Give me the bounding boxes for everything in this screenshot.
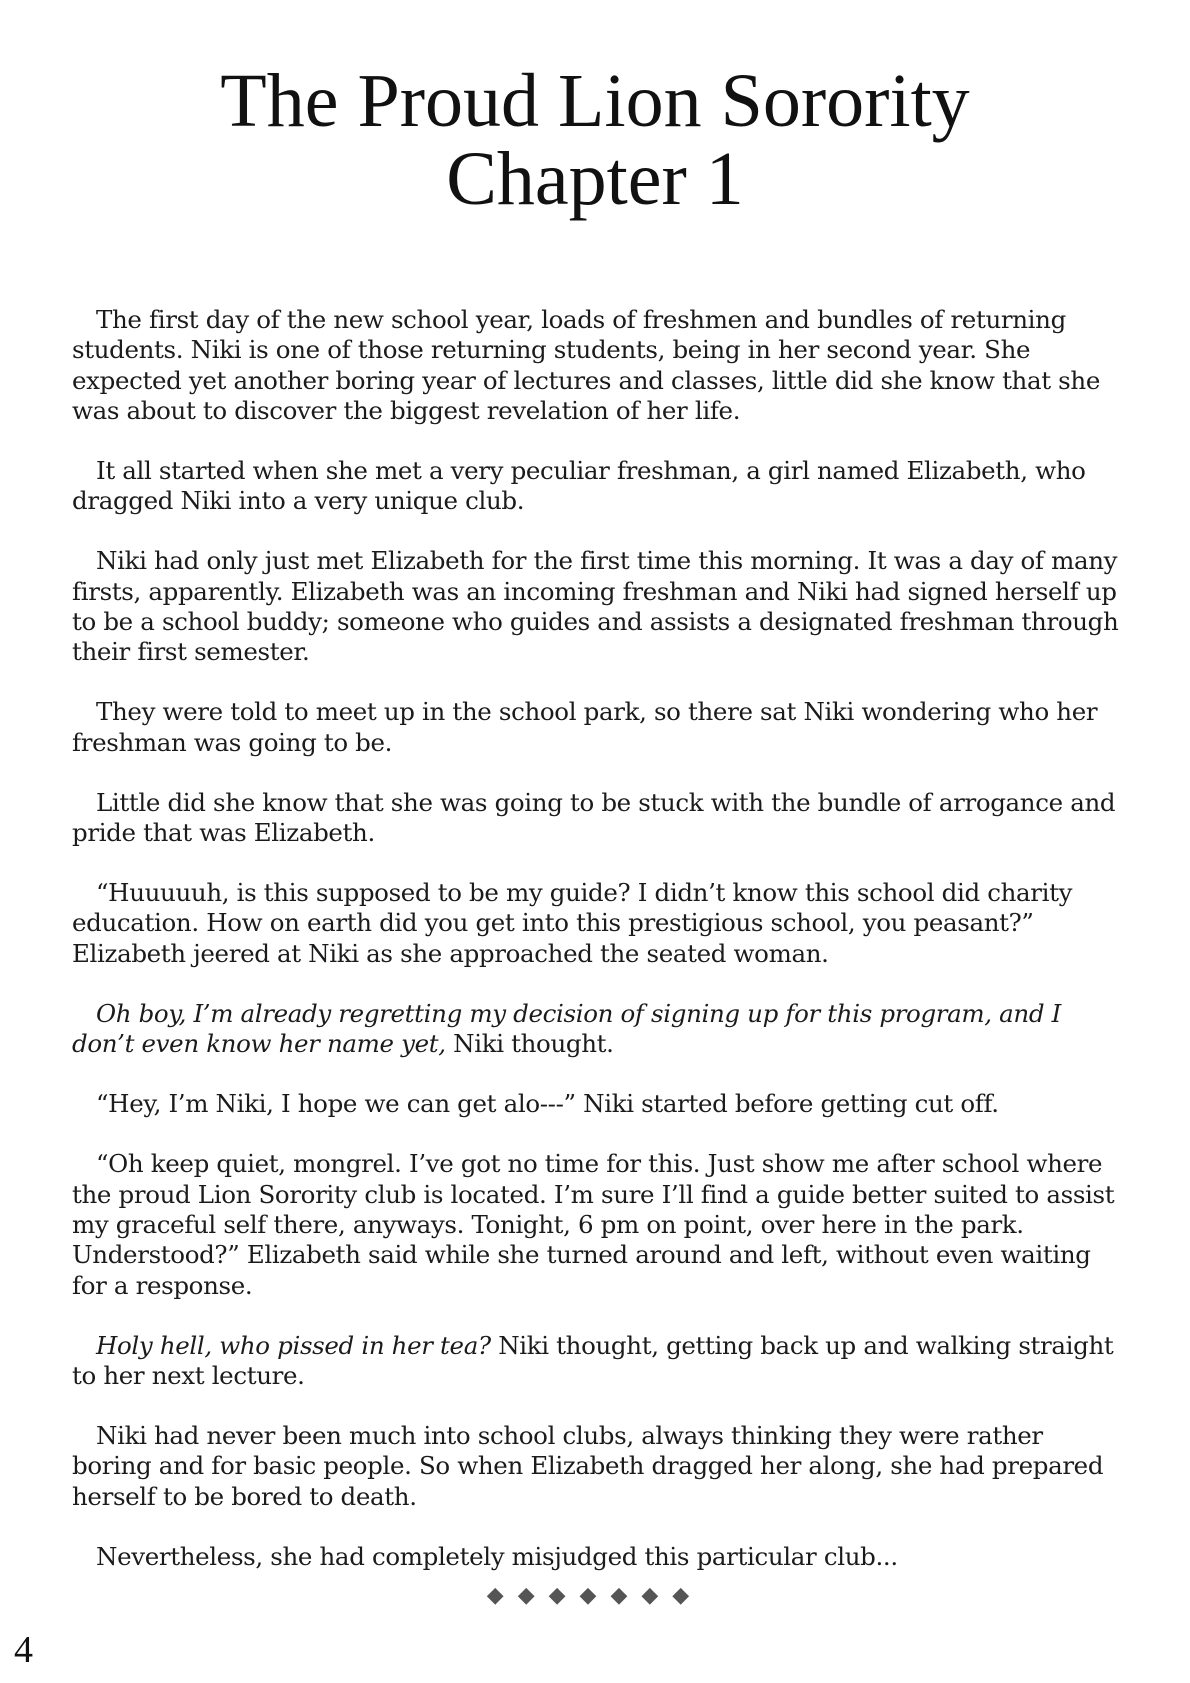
paragraph: Holy hell, who pissed in her tea? Niki thought, getting back up and walking straight to her next lecture. <box>72 1330 1114 1390</box>
paragraph: Niki had only just met Elizabeth for the first time this morning. It was a day of many firsts, apparently. Elizabeth was an incoming freshman and Niki had signed herself up to be a school buddy; someone who guides and assists a designated freshman through their first semester. <box>72 546 1119 667</box>
paragraph: The first day of the new school year, loads of freshmen and bundles of returning students. Niki is one of those returning students, being in her second year. She expected yet another boring year of lectures and classes, little did she know that she was about to discover the biggest revelation of her life. <box>72 305 1100 425</box>
chapter-title <box>0 59 1190 221</box>
paragraph: Niki had never been much into school clubs, always thinking they were rather boring and for basic people. So when Elizabeth dragged her along, she had prepared herself to be bored to death. <box>72 1420 1104 1511</box>
page-number: 4 <box>14 1629 33 1671</box>
chapter-body <box>72 305 1122 1602</box>
paragraph: Little did she know that she was going to be stuck with the bundle of arrogance and pride that was Elizabeth. <box>72 787 1116 848</box>
paragraph: “Hey, I’m Niki, I hope we can get alo---” Niki started before getting cut off. <box>96 1089 999 1119</box>
paragraph: Nevertheless, she had completely misjudged this particular club... <box>96 1541 898 1571</box>
paragraph: Oh boy, I’m already regretting my decision of signing up for this program, and I don’t even know her name yet, Niki thought. <box>72 998 1061 1059</box>
inner-thought: Oh boy, I’m already regretting my decision of signing up for this program, and I don’t even know her name yet, <box>72 998 1061 1059</box>
chapter-title-line1: The Proud Lion Sorority <box>220 59 970 143</box>
paragraph: “Oh keep quiet, mongrel. I’ve got no time for this. Just show me after school where the proud Lion Sorority club is located. I’m sure I’ll find a guide better suited to assist my graceful self there, anyways. Tonight, 6 pm on point, over here in the park. Understood?” Elizabeth said while she turned around and left, without even waiting for a response. <box>72 1149 1115 1300</box>
paragraph: It all started when she met a very peculiar freshman, a girl named Elizabeth, who dragged Niki into a very unique club. <box>72 455 1086 516</box>
chapter-title-line2: Chapter 1 <box>446 137 744 221</box>
paragraph: “Huuuuuh, is this supposed to be my guide? I didn’t know this school did charity education. How on earth did you get into this prestigious school, you peasant?” Elizabeth jeered at Niki as she approached the seated woman. <box>72 878 1073 968</box>
paragraph: They were told to meet up in the school park, so there sat Niki wondering who her freshman was going to be. <box>72 697 1098 757</box>
inner-thought: Holy hell, who pissed in her tea? <box>96 1330 491 1360</box>
section-break-ornament: ◆◆◆◆◆◆◆ <box>486 1583 704 1608</box>
